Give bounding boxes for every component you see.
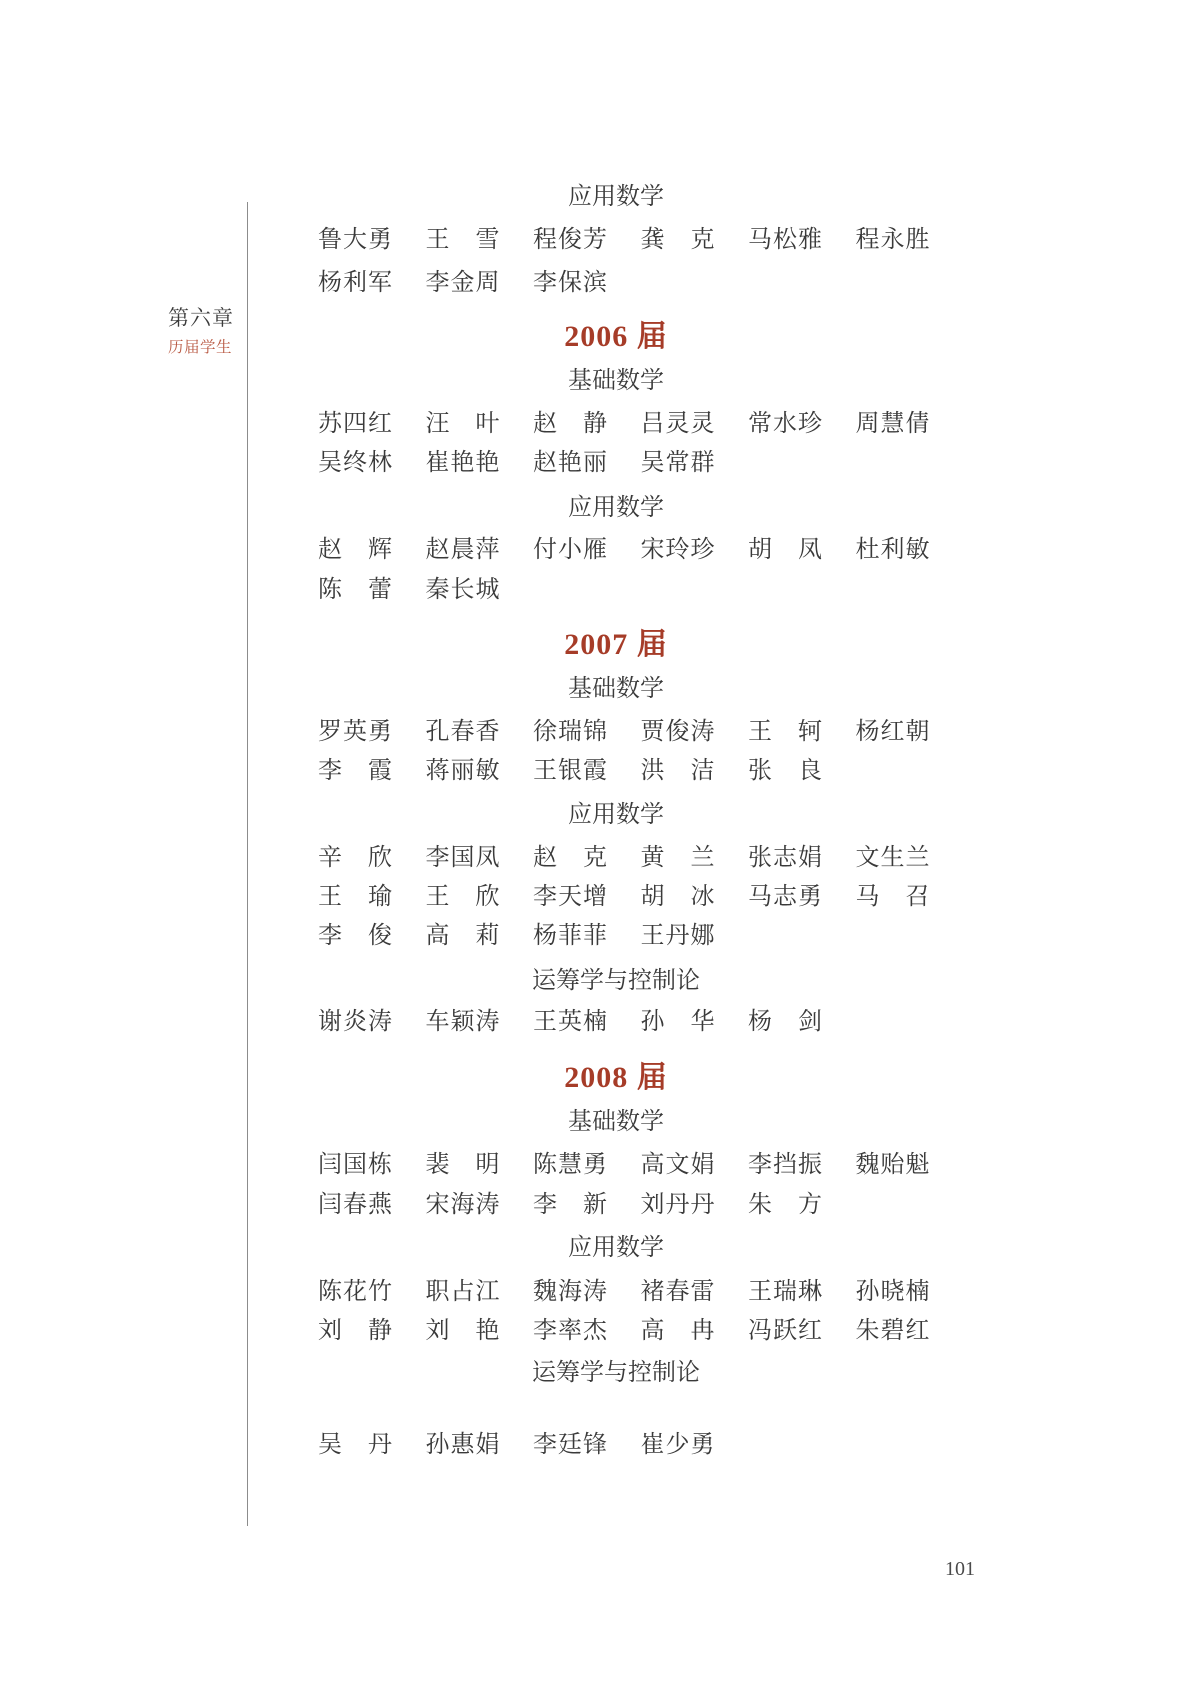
student-name: 裴明 (425, 1152, 500, 1178)
student-name: 李天增 (533, 884, 607, 910)
student-name: 王轲 (748, 719, 822, 745)
student-name: 杜利敏 (855, 537, 930, 563)
student-name: 陈花竹 (318, 1279, 392, 1305)
student-name: 高莉 (425, 923, 500, 949)
student-name: 宋玲珍 (640, 537, 715, 563)
student-name: 陈蕾 (318, 577, 392, 603)
student-name: 辛欣 (318, 845, 392, 871)
year-header: 2006 届 (564, 320, 668, 353)
student-name: 王瑜 (318, 884, 392, 910)
student-name: 胡冰 (640, 884, 715, 910)
names-row (318, 1190, 822, 1220)
student-name: 李国凤 (425, 845, 500, 871)
student-name: 朱碧红 (855, 1318, 930, 1344)
student-name: 谢炎涛 (318, 1009, 392, 1035)
subject-header: 基础数学 (568, 1109, 664, 1135)
subject-header: 基础数学 (568, 676, 664, 702)
student-name: 龚克 (640, 227, 715, 253)
student-name: 王银霞 (533, 758, 607, 784)
student-name: 吴丹 (318, 1432, 392, 1458)
student-name: 胡凤 (748, 537, 822, 563)
names-row (318, 843, 930, 873)
student-name: 孙晓楠 (855, 1279, 930, 1305)
student-name: 王雪 (425, 227, 500, 253)
subject-header: 应用数学 (568, 1235, 664, 1261)
student-name: 张志娟 (748, 845, 822, 871)
student-name: 黄兰 (640, 845, 715, 871)
student-name: 程永胜 (855, 227, 930, 253)
student-name: 秦长城 (425, 577, 500, 603)
student-name: 李保滨 (533, 270, 607, 296)
student-name: 孙惠娟 (425, 1432, 500, 1458)
subject-header: 运筹学与控制论 (532, 968, 700, 994)
names-row (318, 448, 715, 478)
names-row (318, 1150, 930, 1180)
student-name: 马松雅 (748, 227, 822, 253)
student-name: 杨剑 (748, 1009, 822, 1035)
student-name: 赵辉 (318, 537, 392, 563)
student-name: 张良 (748, 758, 822, 784)
student-name: 职占江 (425, 1279, 500, 1305)
student-name: 孔春香 (425, 719, 500, 745)
student-name: 王瑞琳 (748, 1279, 822, 1305)
names-row (318, 1316, 930, 1346)
student-name: 王丹娜 (640, 923, 715, 949)
student-name: 闫春燕 (318, 1192, 392, 1218)
student-name: 宋海涛 (425, 1192, 500, 1218)
student-name: 李金周 (425, 270, 500, 296)
student-name: 文生兰 (855, 845, 930, 871)
subject-header: 运筹学与控制论 (532, 1360, 700, 1386)
chapter-section-title: 历届学生 (168, 339, 233, 356)
student-name: 刘艳 (425, 1318, 500, 1344)
student-name: 李挡振 (748, 1152, 822, 1178)
subject-header: 应用数学 (568, 184, 664, 210)
student-name: 高文娟 (640, 1152, 715, 1178)
student-name: 崔少勇 (640, 1432, 715, 1458)
subject-header: 应用数学 (568, 802, 664, 828)
student-name: 杨红朝 (855, 719, 930, 745)
student-name: 冯跃红 (748, 1318, 822, 1344)
student-name: 车颖涛 (425, 1009, 500, 1035)
student-name: 李率杰 (533, 1318, 607, 1344)
student-name: 杨菲菲 (533, 923, 607, 949)
student-name: 蒋丽敏 (425, 758, 500, 784)
student-name: 刘丹丹 (640, 1192, 715, 1218)
student-name: 贾俊涛 (640, 719, 715, 745)
student-name: 苏四红 (318, 411, 392, 437)
student-name: 赵克 (533, 845, 607, 871)
student-name: 高冉 (640, 1318, 715, 1344)
names-row (318, 921, 715, 951)
names-row (318, 268, 607, 298)
student-name: 汪叶 (425, 411, 500, 437)
year-header: 2007 届 (564, 628, 668, 661)
student-name: 吴常群 (640, 450, 715, 476)
names-row (318, 409, 930, 439)
names-row (318, 575, 500, 605)
chapter-divider-line (247, 202, 248, 1526)
names-row (318, 1430, 715, 1460)
student-name: 魏贻魁 (855, 1152, 930, 1178)
names-row (318, 756, 822, 786)
student-name: 刘静 (318, 1318, 392, 1344)
names-row (318, 535, 930, 565)
student-name: 孙华 (640, 1009, 715, 1035)
student-name: 李廷锋 (533, 1432, 607, 1458)
student-name: 朱方 (748, 1192, 822, 1218)
student-name: 吴终林 (318, 450, 392, 476)
names-row (318, 225, 930, 255)
student-name: 李新 (533, 1192, 607, 1218)
student-name: 褚春雷 (640, 1279, 715, 1305)
student-name: 赵静 (533, 411, 607, 437)
student-name: 徐瑞锦 (533, 719, 607, 745)
student-name: 杨利军 (318, 270, 392, 296)
student-name: 洪洁 (640, 758, 715, 784)
student-name: 崔艳艳 (425, 450, 500, 476)
student-name: 李霞 (318, 758, 392, 784)
student-name: 吕灵灵 (640, 411, 715, 437)
student-name: 王欣 (425, 884, 500, 910)
names-row (318, 1277, 930, 1307)
student-name: 程俊芳 (533, 227, 607, 253)
student-name: 罗英勇 (318, 719, 392, 745)
student-name: 付小雁 (533, 537, 607, 563)
year-header: 2008 届 (564, 1061, 668, 1094)
chapter-title: 第六章 (168, 306, 234, 330)
student-name: 赵艳丽 (533, 450, 607, 476)
student-name: 赵晨萍 (425, 537, 500, 563)
student-name: 魏海涛 (533, 1279, 607, 1305)
student-name: 闫国栋 (318, 1152, 392, 1178)
names-row (318, 1007, 822, 1037)
names-row (318, 717, 930, 747)
subject-header: 基础数学 (568, 368, 664, 394)
names-row (318, 882, 930, 912)
student-name: 马召 (855, 884, 930, 910)
student-name: 鲁大勇 (318, 227, 392, 253)
page-number: 101 (945, 1558, 975, 1580)
subject-header: 应用数学 (568, 495, 664, 521)
student-name: 陈慧勇 (533, 1152, 607, 1178)
student-name: 周慧倩 (855, 411, 930, 437)
student-name: 常水珍 (748, 411, 822, 437)
student-name: 马志勇 (748, 884, 822, 910)
student-name: 李俊 (318, 923, 392, 949)
student-name: 王英楠 (533, 1009, 607, 1035)
